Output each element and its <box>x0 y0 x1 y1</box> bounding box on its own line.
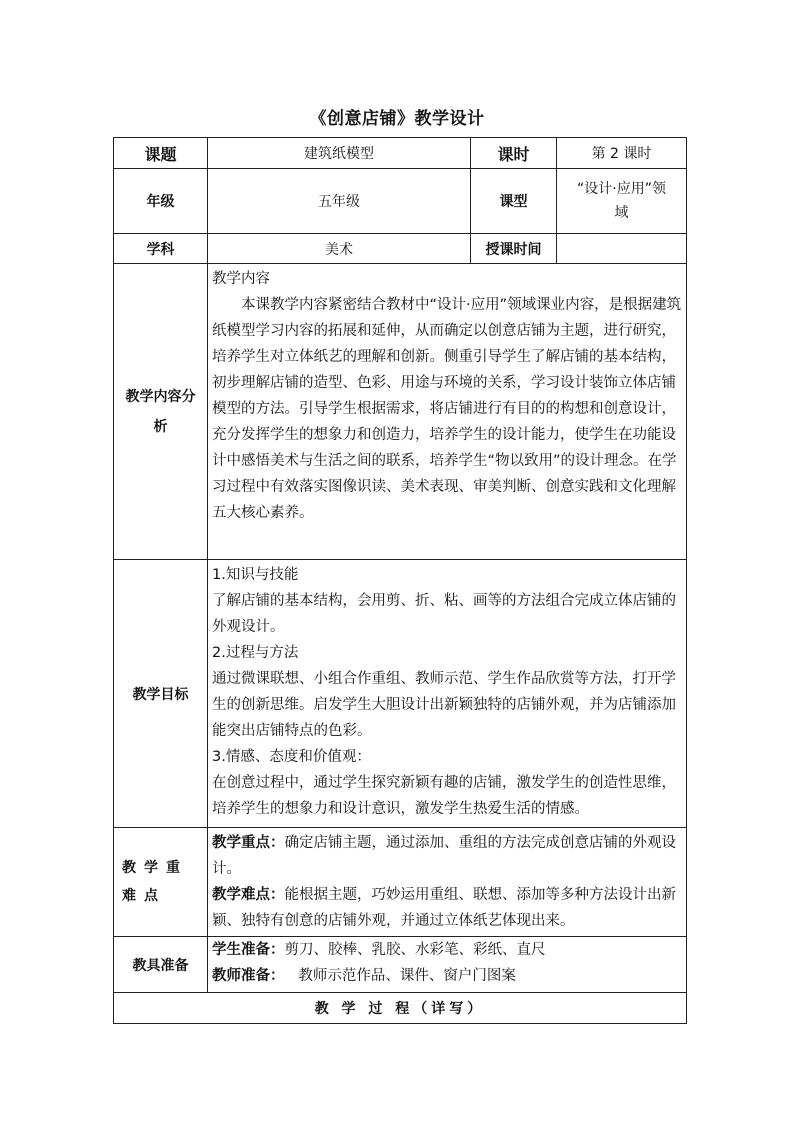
teacher-prep-label: 教师准备： <box>212 968 285 984</box>
teacher-prep-text: 教师示范作品、课件、窗户门图案 <box>298 968 516 984</box>
goal-line: 2.过程与方法 <box>212 645 299 661</box>
goal-line: 在创意过程中，通过学生探究新颖有趣的店铺，激发学生的创造性思维，培养学生的想象力和设计意识，激发学生热爱生活的情感。 <box>212 775 676 817</box>
goals-content <box>208 560 687 828</box>
row-analysis <box>114 264 687 560</box>
period-label: 课时 <box>471 138 557 169</box>
analysis-content <box>208 264 687 560</box>
row-key-points <box>114 828 687 937</box>
difficulty-text: 能根据主题，巧妙运用重组、联想、添加等多种方法设计出新颖、独特有创意的店铺外观，并通过立体纸艺体现出来。 <box>212 887 676 929</box>
focus-label: 教学重点： <box>212 835 285 851</box>
row-grade <box>114 169 687 234</box>
row-goals <box>114 560 687 828</box>
difficulty-label: 教学难点： <box>212 887 285 903</box>
focus-text: 确定店铺主题，通过添加、重组的方法完成创意店铺的外观设计。 <box>212 835 676 877</box>
row-subject <box>114 234 687 264</box>
analysis-label: 教学内容分析 <box>114 264 208 560</box>
goal-line: 3.情感、态度和价值观： <box>212 749 371 765</box>
topic-label: 课题 <box>114 138 208 169</box>
row-process <box>114 993 687 1024</box>
process-header: 教 学 过 程（详写） <box>114 993 687 1024</box>
key-points-label: 教学重难点 <box>114 828 208 937</box>
period-value: 第 2 课时 <box>557 138 687 169</box>
time-value <box>557 234 687 264</box>
goal-line: 通过微课联想、小组合作重组、教师示范、学生作品欣赏等方法，打开学生的创新思维。启发学生大胆设计出新颖独特的店铺外观，并为店铺添加能突出店铺特点的色彩。 <box>212 671 676 739</box>
key-points-content <box>208 828 687 937</box>
materials-content <box>208 937 687 993</box>
analysis-body: 本课教学内容紧密结合教材中“设计·应用”领域课业内容，是根据建筑纸模型学习内容的拓展和延伸，从而确定以创意店铺为主题，进行研究，培养学生对立体纸艺的理解和创新。侧重引导学生了解店铺的基本结构，初步理解店铺的造型、色彩、用途与环境的关系，学习设计装饰立体店铺模型的方法。引导学生根据需求，将店铺进行有目的的构想和创意设计，充分发挥学生的想象力和创造力，培养学生的设计能力，使学生在功能设计中感悟美术与生活之间的联系，培养学生“物以致用”的设计理念。在学习过程中有效落实图像识读、美术表现、审美判断、创意实践和文化理解五大核心素养。 <box>212 297 682 521</box>
goals-label: 教学目标 <box>114 560 208 828</box>
topic-value: 建筑纸模型 <box>208 138 471 169</box>
subject-label: 学科 <box>114 234 208 264</box>
row-topic <box>114 138 687 169</box>
materials-label: 教具准备 <box>114 937 208 993</box>
goal-line: 了解店铺的基本结构，会用剪、折、粘、画等的方法组合完成立体店铺的外观设计。 <box>212 593 676 635</box>
page-title: 《创意店铺》教学设计 <box>309 109 485 129</box>
type-label: 课型 <box>471 169 557 234</box>
analysis-heading: 教学内容 <box>212 271 270 287</box>
subject-value: 美术 <box>208 234 471 264</box>
type-value: “设计·应用”领域 <box>557 169 687 234</box>
grade-label: 年级 <box>114 169 208 234</box>
goal-line: 1.知识与技能 <box>212 567 299 583</box>
student-prep-text: 剪刀、胶棒、乳胶、水彩笔、彩纸、直尺 <box>284 942 546 958</box>
lesson-plan-table <box>113 137 687 1024</box>
student-prep-label: 学生准备： <box>212 942 285 958</box>
time-label: 授课时间 <box>471 234 557 264</box>
grade-value: 五年级 <box>208 169 471 234</box>
row-materials <box>114 937 687 993</box>
